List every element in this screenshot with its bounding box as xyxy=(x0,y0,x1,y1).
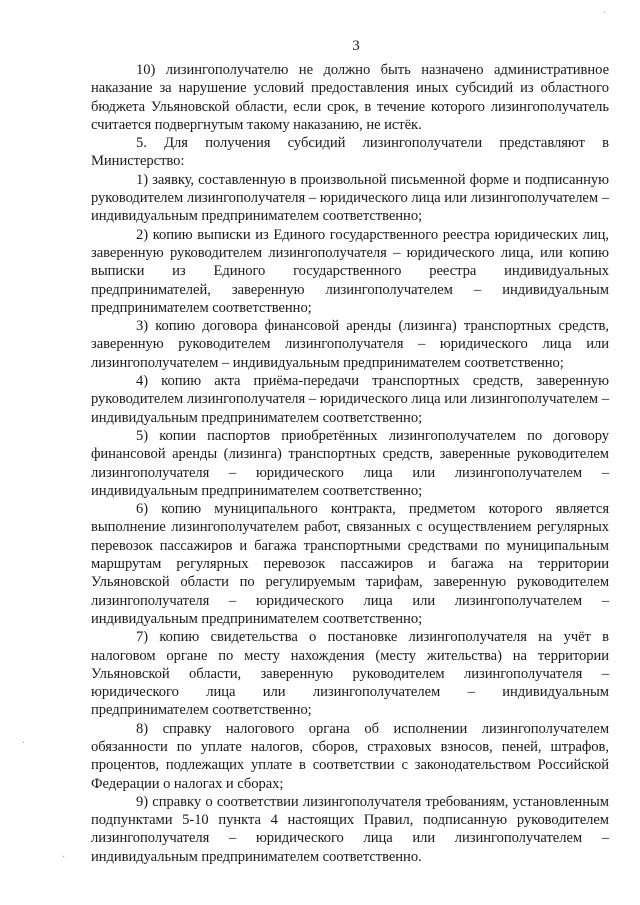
paragraph-item-9: 9) справку о соответствии лизингополучателя требованиям, установленным подпунктами 5-10 пункта 4 настоящих Правил, подписанную руководителем лизингополучателя – юридического лица или лизингополучателем – индивидуальным предпринимателем соответственно. xyxy=(91,793,609,865)
paragraph-item-8: 8) справку налогового органа об исполнении лизингополучателем обязанности по уплате налогов, сборов, страховых взносов, пеней, штрафов, процентов, подлежащих уплате в соответствии с законодательством Российской Федерации о налогах и сборах; xyxy=(91,720,609,792)
paragraph-item-6: 6) копию муниципального контракта, предметом которого является выполнение лизингополучателем работ, связанных с осуществлением регулярных перевозок пассажиров и багажа транспортными средствами по муниципальным маршрутам регулярных перевозок пассажиров и багажа на территории Ульяновской области по регулируемым тарифам, заверенную руководителем лизингополучателя – юридического лица или лизингополучателем – индивидуальным предпринимателем соответственно; xyxy=(91,501,609,627)
page-number: 3 xyxy=(352,38,360,54)
paragraph-item-2: 2) копию выписки из Единого государственного реестра юридических лиц, заверенную руководителем лизингополучателя – юридического лица, или копию выписки из Единого государственного реестра индивидуальных предпринимателей, заверенную лизингополучателем – индивидуальным предпринимателем соответственно; xyxy=(91,226,609,316)
scan-mark: · xyxy=(62,852,66,863)
paragraph-item-7: 7) копию свидетельства о постановке лизингополучателя на учёт в налоговом органе по месту нахождения (месту жительства) на территории Ульяновской области, заверенную руководителем лизингополучателя – юридического лица или лизингополучателем – индивидуальным предпринимателем соответственно; xyxy=(91,629,609,719)
paragraph-item-10: 10) лизингополучателю не должно быть назначено административное наказание за нарушение условий предоставления иных субсидий из областного бюджета Ульяновской области, если срок, в течение которого лизингополучатель считается подвергнутым такому наказанию, не истёк. xyxy=(91,62,609,133)
paragraph-item-4: 4) копию акта приёма-передачи транспортных средств, заверенную руководителем лизингополучателя – юридического лица или лизингополучателем – индивидуальным предпринимателем соответственно; xyxy=(91,373,609,426)
scan-mark: · xyxy=(603,8,607,19)
scan-mark: · xyxy=(22,738,26,749)
paragraph-item-3: 3) копию договора финансовой аренды (лизинга) транспортных средств, заверенную руководителем лизингополучателя – юридического лица или лизингополучателем – индивидуальным предпринимателем соответственно; xyxy=(91,318,609,371)
paragraph-item-5: 5) копии паспортов приобретённых лизингополучателем по договору финансовой аренды (лизинга) транспортных средств, заверенные руководителем лизингополучателя – юридического лица или лизингополучателем – индивидуальным предпринимателем соответственно; xyxy=(91,427,609,499)
document-body xyxy=(91,61,609,866)
paragraph-item-1: 1) заявку, составленную в произвольной письменной форме и подписанную руководителем лизингополучателя – юридического лица или лизингополучателем – индивидуальным предпринимателем соответственно; xyxy=(91,171,609,225)
paragraph-clause-5: 5. Для получения субсидий лизингополучатели представляют в Министерство: xyxy=(91,135,609,170)
